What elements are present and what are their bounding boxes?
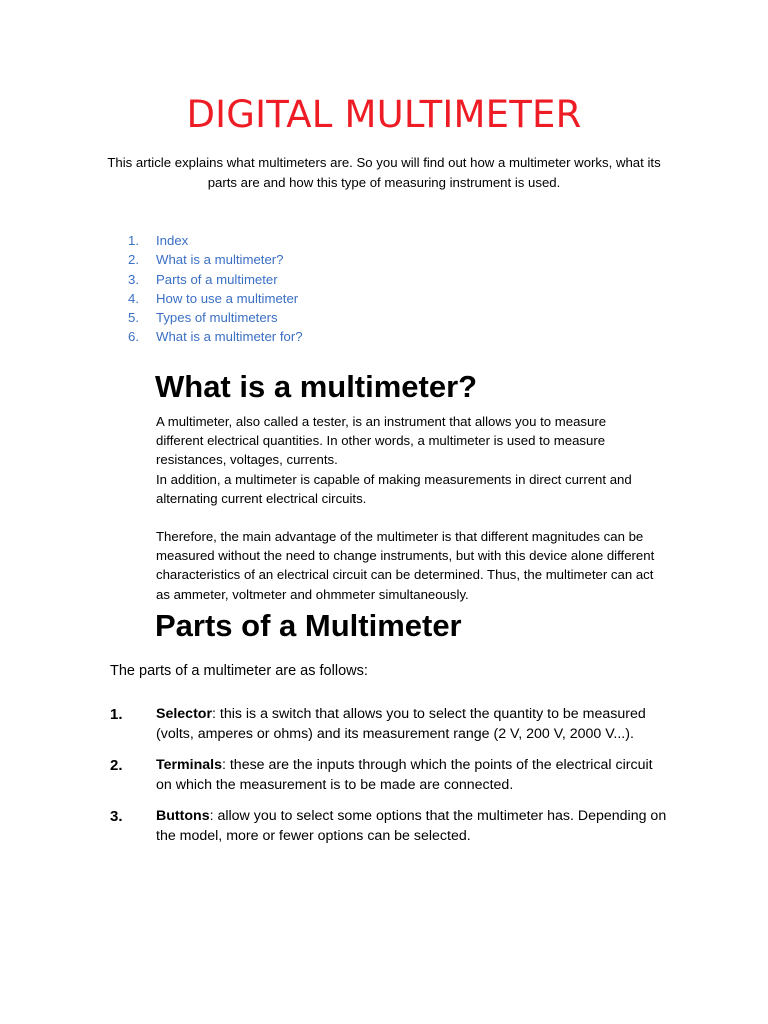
toc-item-how-to-use[interactable] (128, 289, 303, 308)
what-is-paragraph-2 (156, 527, 656, 604)
toc-number: 2. (128, 252, 139, 268)
toc-number: 1. (128, 233, 139, 248)
table-of-contents (128, 231, 303, 347)
list-item-text (156, 807, 670, 846)
list-term: Terminals (156, 757, 222, 773)
list-number: 1. (110, 706, 123, 723)
paragraph-text: A multimeter, also called a tester, is an instrument that allows you to measure different electrical quantities. In other words, a multimeter is used to measure resistances, voltages, currents. (156, 414, 607, 468)
list-description: : these are the inputs through which the points of the electrical circuit on which the measurement is to be made are connected. (156, 757, 653, 793)
toc-link[interactable]: Parts of a multimeter (156, 271, 278, 287)
toc-item-index[interactable] (128, 231, 303, 250)
toc-item-what-for[interactable] (128, 327, 303, 346)
toc-link[interactable]: What is a multimeter for? (156, 329, 303, 345)
paragraph-text: Therefore, the main advantage of the multimeter is that different magnitudes can be measured without the need to change instruments, but with this device alone different characteristics of an electrical circuit can be determined. Thus, the multimeter can act as ammeter, voltmeter and ohmmeter simultaneously. (156, 529, 655, 602)
parts-list (110, 705, 670, 858)
toc-number: 3. (128, 271, 139, 287)
toc-item-what-is[interactable] (128, 250, 303, 269)
toc-link[interactable]: How to use a multimeter (156, 290, 299, 306)
document-title: DIGITAL MULTIMETER (186, 93, 582, 136)
parts-intro: The parts of a multimeter are as follows: (110, 663, 368, 679)
toc-link[interactable]: Index (156, 233, 189, 248)
list-item-text (156, 705, 670, 744)
toc-number: 6. (128, 329, 139, 345)
list-term: Buttons (156, 808, 210, 824)
section-heading-what-is: What is a multimeter? (155, 369, 478, 404)
list-description: : this is a switch that allows you to select the quantity to be measured (volts, amperes or ohms) and its measurement range (2 V, 200 V, 2000 V...). (156, 706, 646, 742)
list-item-text (156, 756, 670, 795)
list-item (110, 705, 670, 744)
what-is-paragraph-1 (156, 412, 656, 508)
list-item (110, 807, 670, 846)
list-term: Selector (156, 706, 212, 722)
list-item (110, 756, 670, 795)
intro-paragraph: This article explains what multimeters are. So you will find out how a multimeter works, what its parts are and how this type of measuring instrument is used. (107, 155, 661, 190)
list-number: 3. (110, 808, 123, 825)
list-description: : allow you to select some options that the multimeter has. Depending on the model, more or fewer options can be selected. (156, 808, 667, 844)
list-number: 2. (110, 757, 123, 774)
paragraph-text: In addition, a multimeter is capable of making measurements in direct current and alternating current electrical circuits. (156, 471, 632, 506)
toc-item-types[interactable] (128, 308, 303, 327)
toc-item-parts[interactable] (128, 270, 303, 289)
toc-number: 5. (128, 310, 139, 326)
toc-number: 4. (128, 290, 139, 306)
toc-link[interactable]: What is a multimeter? (156, 252, 284, 268)
section-heading-parts: Parts of a Multimeter (155, 608, 462, 643)
toc-link[interactable]: Types of multimeters (156, 310, 278, 326)
